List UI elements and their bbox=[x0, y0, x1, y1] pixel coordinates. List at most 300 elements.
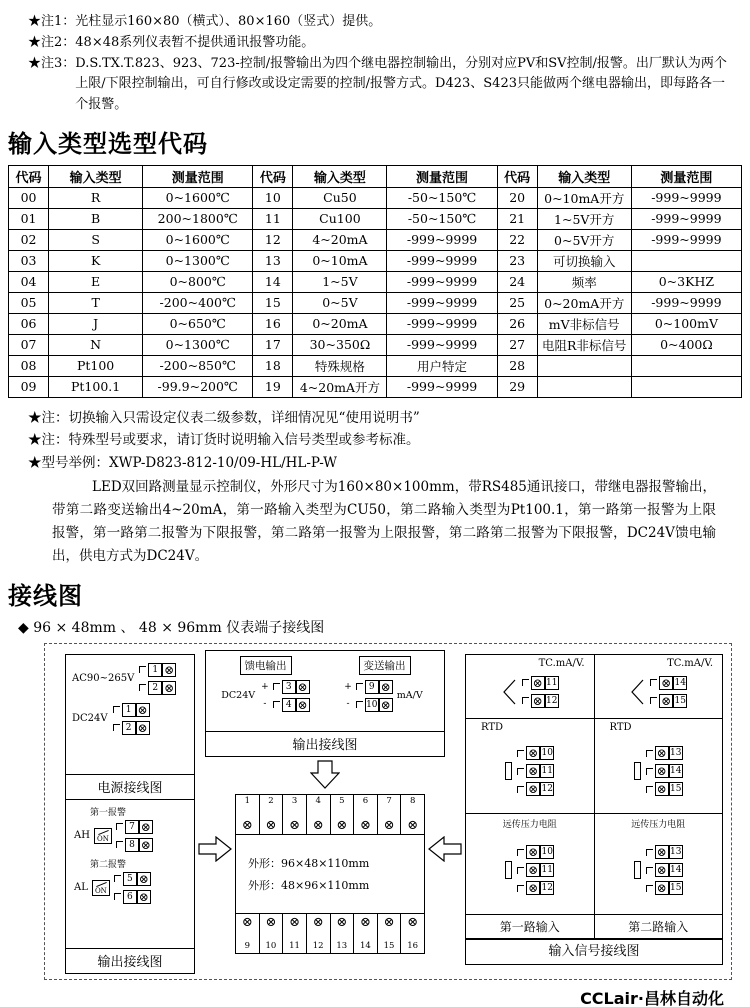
pressure-terminals-ch2 bbox=[646, 845, 683, 895]
wiring-subtitle: ◆ 96 × 48mm 、 48 × 96mm 仪表端子接线图 bbox=[18, 619, 325, 636]
code-cell: 22 bbox=[497, 229, 537, 250]
terminal-cell bbox=[331, 914, 355, 953]
tc-section-ch1 bbox=[466, 655, 594, 719]
type-cell: 1~5V开方 bbox=[537, 208, 631, 229]
top-notes bbox=[28, 12, 742, 116]
screw-terminal-icon: ⊗ bbox=[359, 914, 371, 930]
terminal bbox=[646, 881, 683, 895]
type-cell: 特殊规格 bbox=[293, 355, 387, 376]
brand-watermark: CCLair·昌林自动化 bbox=[580, 988, 724, 1007]
code-cell: 09 bbox=[9, 376, 49, 397]
code-cell: 12 bbox=[253, 229, 293, 250]
screw-terminal-icon: ⊗ bbox=[383, 817, 395, 833]
note-switch-input bbox=[28, 407, 742, 429]
terminal-number: 6 bbox=[123, 890, 137, 904]
terminal-number: 4 bbox=[315, 795, 321, 806]
polarity-marks bbox=[261, 679, 269, 713]
screw-terminal-icon: ⊗ bbox=[528, 863, 539, 878]
relay-switch-icon: ON bbox=[94, 828, 112, 844]
terminal-number: 11 bbox=[541, 766, 553, 777]
type-cell: R bbox=[49, 187, 143, 208]
input-signal-caption: 输入信号接线图 bbox=[465, 939, 723, 965]
alarm2-label: 第二报警 bbox=[90, 859, 127, 870]
code-cell: 15 bbox=[253, 292, 293, 313]
model-example-paragraph: LED双回路测量显示控制仪，外形尺寸为160×80×100mm，带RS485通讯接口，带继电器报警输出，带第二路变送输出4~20mA，第一路输入类型为CU50，第二路输入类型为Pt100.1，第一路第一报警为上限报警，第一路第二报警为下限报警，第二路第一报警为上限报警，第二路第二报警为下限报警，DC24V馈电输出，供电方式为DC24V。 bbox=[52, 478, 716, 564]
code-cell: 03 bbox=[9, 250, 49, 271]
minus-sign: - bbox=[346, 698, 350, 709]
note-label: ★注3： bbox=[28, 55, 76, 71]
code-cell: 20 bbox=[497, 187, 537, 208]
rtd-section-ch2 bbox=[595, 719, 723, 814]
screw-terminal-icon: ⊗ bbox=[656, 746, 667, 761]
range-cell: 0~1600℃ bbox=[143, 187, 253, 208]
tc-label: TC.mA/V. bbox=[538, 657, 585, 669]
type-cell bbox=[537, 376, 631, 397]
alarm1-name: AH bbox=[74, 830, 90, 842]
code-cell: 14 bbox=[253, 271, 293, 292]
resistor-icon bbox=[634, 861, 641, 879]
terminal bbox=[650, 694, 687, 708]
screw-terminal-icon: ⊗ bbox=[380, 679, 391, 694]
terminal-number: 15 bbox=[383, 941, 395, 952]
screw-terminal-icon: ⊗ bbox=[407, 817, 419, 833]
type-cell: 0~10mA bbox=[293, 250, 387, 271]
terminal bbox=[139, 681, 176, 695]
resistor-icon bbox=[505, 762, 512, 780]
terminal-number: 10 bbox=[265, 941, 277, 952]
transmit-output-section bbox=[325, 651, 444, 731]
range-cell: 0~3KHZ bbox=[631, 271, 741, 292]
terminal-number: 13 bbox=[336, 941, 348, 952]
alarm1-label: 第一报警 bbox=[90, 807, 127, 818]
type-cell: Pt100 bbox=[49, 355, 143, 376]
code-cell: 17 bbox=[253, 334, 293, 355]
terminal-number: 8 bbox=[409, 795, 416, 806]
terminal bbox=[113, 721, 150, 735]
terminal bbox=[650, 676, 687, 690]
terminal bbox=[113, 703, 150, 717]
case-dimensions bbox=[236, 835, 424, 913]
code-cell: 13 bbox=[253, 250, 293, 271]
code-cell: 02 bbox=[9, 229, 49, 250]
type-cell: 1~5V bbox=[293, 271, 387, 292]
input-signal-box bbox=[465, 654, 723, 939]
bottom-notes bbox=[28, 407, 742, 474]
screw-terminal-icon: ⊗ bbox=[164, 662, 175, 677]
screw-terminal-icon: ⊗ bbox=[528, 881, 539, 896]
screw-terminal-icon: ⊗ bbox=[528, 845, 539, 860]
terminal-number: 13 bbox=[670, 847, 682, 858]
terminal bbox=[116, 820, 153, 834]
alarm1-row bbox=[74, 820, 188, 852]
ac-voltage-label: AC90~265V bbox=[72, 673, 135, 685]
type-cell: mV非标信号 bbox=[537, 313, 631, 334]
ac-terminals bbox=[139, 663, 176, 695]
code-cell: 00 bbox=[9, 187, 49, 208]
table-row bbox=[9, 187, 742, 208]
code-cell: 18 bbox=[253, 355, 293, 376]
wiring-diagram bbox=[44, 643, 732, 980]
range-cell bbox=[631, 250, 741, 271]
terminal bbox=[646, 845, 683, 859]
terminal-number: 8 bbox=[125, 838, 139, 852]
range-cell: 0~1300℃ bbox=[143, 334, 253, 355]
range-cell: -99.9~200℃ bbox=[143, 376, 253, 397]
thermocouple-junction-icon bbox=[629, 677, 645, 707]
type-cell: 30~350Ω bbox=[293, 334, 387, 355]
terminal-cell bbox=[401, 795, 424, 834]
terminal-number: 2 bbox=[268, 795, 274, 806]
screw-terminal-icon: ⊗ bbox=[137, 720, 148, 735]
type-cell: 频率 bbox=[537, 271, 631, 292]
table-row bbox=[9, 292, 742, 313]
screw-terminal-icon: ⊗ bbox=[661, 693, 672, 708]
code-cell: 07 bbox=[9, 334, 49, 355]
range-cell: -999~9999 bbox=[387, 313, 497, 334]
note-label: ★注2： bbox=[28, 34, 76, 50]
screw-terminal-icon: ⊗ bbox=[656, 881, 667, 896]
terminal-number: 14 bbox=[670, 865, 682, 876]
code-cell: 19 bbox=[253, 376, 293, 397]
screw-terminal-icon: ⊗ bbox=[359, 817, 371, 833]
terminal-number: 9 bbox=[244, 941, 251, 952]
note-label: ★注： bbox=[28, 409, 69, 426]
terminal-row-top bbox=[236, 795, 424, 835]
terminal-number: 15 bbox=[674, 695, 686, 706]
screw-terminal-icon: ⊗ bbox=[140, 819, 151, 834]
range-cell: 0~650℃ bbox=[143, 313, 253, 334]
thermocouple-junction-icon bbox=[501, 677, 517, 707]
terminal bbox=[273, 698, 310, 712]
terminal-cell bbox=[401, 914, 424, 953]
dc-power-row bbox=[66, 695, 194, 735]
range-cell: 0~1300℃ bbox=[143, 250, 253, 271]
terminal-number: 3 bbox=[282, 680, 296, 694]
screw-terminal-icon: ⊗ bbox=[164, 680, 175, 695]
tc-terminals-ch2 bbox=[650, 676, 687, 708]
screw-terminal-icon: ⊗ bbox=[289, 817, 301, 833]
relay-switch-icon: ON bbox=[92, 880, 110, 896]
terminal-row-bottom bbox=[236, 913, 424, 953]
screw-terminal-icon: ⊗ bbox=[289, 914, 301, 930]
range-cell bbox=[631, 376, 741, 397]
range-cell bbox=[631, 355, 741, 376]
range-cell: -999~9999 bbox=[387, 229, 497, 250]
tc-label: TC.mA/V. bbox=[667, 657, 713, 669]
code-cell: 21 bbox=[497, 208, 537, 229]
section-title-input-codes: 输入类型选型代码 bbox=[8, 129, 208, 158]
model-code: XWP-D823-812-10/09-HL/HL-P-W bbox=[109, 454, 337, 471]
table-row bbox=[9, 376, 742, 397]
code-cell: 05 bbox=[9, 292, 49, 313]
plus-sign: + bbox=[261, 681, 269, 692]
screw-terminal-icon: ⊗ bbox=[383, 914, 395, 930]
screw-terminal-icon: ⊗ bbox=[140, 837, 151, 852]
note-text: 切换输入只需设定仪表二级参数，详细情况见“使用说明书” bbox=[68, 409, 420, 426]
terminal-number: 1 bbox=[244, 795, 251, 806]
range-cell: 用户特定 bbox=[387, 355, 497, 376]
header-cell: 代码 bbox=[497, 165, 537, 187]
terminal-cell bbox=[236, 914, 260, 953]
type-cell: T bbox=[49, 292, 143, 313]
terminal-number: 11 bbox=[289, 941, 300, 952]
terminal-number: 10 bbox=[541, 748, 553, 759]
power-and-alarm-box bbox=[65, 654, 195, 974]
screw-terminal-icon: ⊗ bbox=[656, 845, 667, 860]
feed-output-section bbox=[206, 651, 325, 731]
table-row bbox=[9, 313, 742, 334]
note-text: 特殊型号或要求，请订货时说明输入信号类型或参考标准。 bbox=[68, 432, 420, 449]
alarm-group-2 bbox=[66, 852, 194, 904]
range-cell: -200~850℃ bbox=[143, 355, 253, 376]
terminal bbox=[116, 838, 153, 852]
screw-terminal-icon: ⊗ bbox=[532, 675, 543, 690]
type-cell: K bbox=[49, 250, 143, 271]
terminal bbox=[273, 680, 310, 694]
type-cell: 0~5V bbox=[293, 292, 387, 313]
range-cell: 0~1600℃ bbox=[143, 229, 253, 250]
case-size-2: 外形：48×96×110mm bbox=[248, 878, 370, 892]
screw-terminal-icon: ⊗ bbox=[137, 702, 148, 717]
channel1-caption: 第一路输入 bbox=[466, 914, 594, 938]
ac-power-row bbox=[66, 655, 194, 695]
type-cell: J bbox=[49, 313, 143, 334]
input-type-table-body bbox=[9, 187, 742, 397]
alarm-box-caption: 输出接线图 bbox=[66, 948, 194, 973]
terminal-cell bbox=[260, 795, 284, 834]
type-cell: 0~20mA开方 bbox=[537, 292, 631, 313]
terminal-cell bbox=[283, 914, 307, 953]
terminal-number: 9 bbox=[365, 680, 379, 694]
terminal bbox=[522, 676, 559, 690]
alarm1-terminals bbox=[116, 820, 153, 852]
type-cell: 0~10mA开方 bbox=[537, 187, 631, 208]
code-cell: 25 bbox=[497, 292, 537, 313]
range-cell: -999~9999 bbox=[631, 187, 741, 208]
code-cell: 24 bbox=[497, 271, 537, 292]
terminal bbox=[517, 782, 554, 796]
screw-terminal-icon: ⊗ bbox=[312, 914, 324, 930]
alarm2-row bbox=[74, 872, 188, 904]
range-cell: -999~9999 bbox=[387, 376, 497, 397]
plus-sign: + bbox=[344, 681, 352, 692]
note-label: ★型号举例： bbox=[28, 454, 109, 471]
code-cell: 23 bbox=[497, 250, 537, 271]
terminal bbox=[517, 845, 554, 859]
rtd-terminals-ch2 bbox=[646, 746, 683, 796]
terminal-number: 13 bbox=[670, 748, 682, 759]
range-cell: -999~9999 bbox=[631, 229, 741, 250]
terminal bbox=[517, 863, 554, 877]
minus-sign: - bbox=[263, 698, 267, 709]
type-cell: B bbox=[49, 208, 143, 229]
range-cell: 200~1800℃ bbox=[143, 208, 253, 229]
header-cell: 输入类型 bbox=[49, 165, 143, 187]
rtd-label: RTD bbox=[609, 721, 632, 733]
resistor-icon bbox=[634, 762, 641, 780]
transmit-terminals bbox=[356, 680, 393, 712]
screw-terminal-icon: ⊗ bbox=[656, 782, 667, 797]
feed-voltage-label: DC24V bbox=[221, 690, 256, 702]
type-cell: 0~20mA bbox=[293, 313, 387, 334]
transmit-output-label: 变送输出 bbox=[359, 656, 411, 675]
terminal-number: 12 bbox=[546, 695, 558, 706]
pressure-terminals-ch1 bbox=[517, 845, 554, 895]
range-cell: -999~9999 bbox=[631, 208, 741, 229]
terminal bbox=[356, 698, 393, 712]
type-cell: Cu50 bbox=[293, 187, 387, 208]
rtd-terminals-ch1 bbox=[517, 746, 554, 796]
feed-terminals bbox=[273, 680, 310, 712]
table-row bbox=[9, 208, 742, 229]
arrow-down-icon bbox=[310, 760, 340, 790]
terminal bbox=[114, 890, 151, 904]
dc-voltage-label: DC24V bbox=[72, 713, 108, 725]
alarm-group-1 bbox=[66, 800, 194, 852]
code-cell: 28 bbox=[497, 355, 537, 376]
feed-box-caption: 输出接线图 bbox=[206, 731, 444, 756]
note-1 bbox=[28, 12, 742, 33]
terminal bbox=[114, 872, 151, 886]
header-cell: 输入类型 bbox=[293, 165, 387, 187]
terminal bbox=[522, 694, 559, 708]
terminal-number: 14 bbox=[674, 677, 686, 688]
terminal-number: 7 bbox=[125, 820, 139, 834]
code-cell: 10 bbox=[253, 187, 293, 208]
terminal-cell bbox=[354, 795, 378, 834]
range-cell: -200~400℃ bbox=[143, 292, 253, 313]
table-row bbox=[9, 229, 742, 250]
range-cell: -999~9999 bbox=[387, 292, 497, 313]
terminal-number: 12 bbox=[541, 883, 553, 894]
terminal-cell bbox=[331, 795, 355, 834]
note-special-model bbox=[28, 429, 742, 451]
screw-terminal-icon: ⊗ bbox=[528, 746, 539, 761]
type-cell: 4~20mA bbox=[293, 229, 387, 250]
range-cell: -999~9999 bbox=[387, 271, 497, 292]
screw-terminal-icon: ⊗ bbox=[661, 675, 672, 690]
table-row bbox=[9, 334, 742, 355]
range-cell: 0~400Ω bbox=[631, 334, 741, 355]
terminal-cell bbox=[378, 795, 402, 834]
pressure-label: 远传压力电阻 bbox=[631, 819, 686, 830]
terminal-cell bbox=[236, 795, 260, 834]
input-channel-1-column bbox=[466, 655, 594, 938]
code-cell: 08 bbox=[9, 355, 49, 376]
note-label: ★注1： bbox=[28, 14, 76, 29]
type-cell: 0~5V开方 bbox=[537, 229, 631, 250]
screw-terminal-icon: ⊗ bbox=[532, 693, 543, 708]
table-row bbox=[9, 250, 742, 271]
terminal bbox=[139, 663, 176, 677]
range-cell: -50~150℃ bbox=[387, 208, 497, 229]
note-text: 48×48系列仪表暂不提供通讯报警功能。 bbox=[75, 34, 315, 50]
terminal-cell bbox=[307, 795, 331, 834]
terminal-number: 15 bbox=[670, 883, 682, 894]
terminal bbox=[646, 746, 683, 760]
type-cell: 电阻R非标信号 bbox=[537, 334, 631, 355]
screw-terminal-icon: ⊗ bbox=[407, 914, 419, 930]
terminal-number: 5 bbox=[123, 872, 137, 886]
screw-terminal-icon: ⊗ bbox=[380, 697, 391, 712]
input-type-table-header bbox=[9, 165, 742, 187]
terminal-cell bbox=[307, 914, 331, 953]
input-channel-2-column bbox=[594, 655, 723, 938]
terminal bbox=[646, 782, 683, 796]
channel2-caption: 第二路输入 bbox=[595, 914, 723, 938]
section-title-wiring: 接线图 bbox=[8, 581, 83, 610]
terminal-number: 16 bbox=[407, 941, 419, 952]
type-cell: Cu100 bbox=[293, 208, 387, 229]
power-wiring-section bbox=[66, 655, 194, 800]
terminal-number: 4 bbox=[282, 698, 296, 712]
terminal-number: 1 bbox=[122, 703, 136, 717]
terminal-number: 14 bbox=[670, 766, 682, 777]
range-cell: -999~9999 bbox=[387, 250, 497, 271]
header-cell: 输入类型 bbox=[537, 165, 631, 187]
screw-terminal-icon: ⊗ bbox=[312, 817, 324, 833]
note-3 bbox=[28, 54, 742, 116]
range-cell: 0~100mV bbox=[631, 313, 741, 334]
note-2 bbox=[28, 33, 742, 54]
terminal bbox=[517, 764, 554, 778]
case-size-1: 外形：96×48×110mm bbox=[248, 856, 370, 870]
range-cell: 0~800℃ bbox=[143, 271, 253, 292]
pressure-section-ch1 bbox=[466, 814, 594, 914]
screw-terminal-icon: ⊗ bbox=[656, 863, 667, 878]
terminal-number: 7 bbox=[386, 795, 392, 806]
type-cell bbox=[537, 355, 631, 376]
alarm2-terminals bbox=[114, 872, 151, 904]
arrow-left-icon bbox=[428, 836, 462, 862]
type-cell: Pt100.1 bbox=[49, 376, 143, 397]
terminal-cell bbox=[260, 914, 284, 953]
terminal-cell bbox=[354, 914, 378, 953]
terminal-number: 11 bbox=[546, 677, 558, 688]
terminal-block bbox=[235, 794, 425, 954]
type-cell: N bbox=[49, 334, 143, 355]
screw-terminal-icon: ⊗ bbox=[265, 914, 277, 930]
range-cell: -999~9999 bbox=[631, 292, 741, 313]
code-cell: 04 bbox=[9, 271, 49, 292]
terminal-number: 2 bbox=[148, 681, 162, 695]
transmit-signal-label: mA/V bbox=[396, 690, 423, 702]
code-cell: 29 bbox=[497, 376, 537, 397]
terminal-number: 11 bbox=[541, 865, 553, 876]
output-wiring-box bbox=[205, 650, 445, 757]
table-row bbox=[9, 355, 742, 376]
pressure-label: 远传压力电阻 bbox=[502, 819, 557, 830]
type-cell: E bbox=[49, 271, 143, 292]
feed-output-label: 馈电输出 bbox=[240, 656, 292, 675]
terminal-number: 12 bbox=[312, 941, 324, 952]
screw-terminal-icon: ⊗ bbox=[297, 679, 308, 694]
input-type-table bbox=[8, 165, 742, 398]
screw-terminal-icon: ⊗ bbox=[297, 697, 308, 712]
terminal bbox=[517, 881, 554, 895]
type-cell: 可切换输入 bbox=[537, 250, 631, 271]
header-cell: 代码 bbox=[253, 165, 293, 187]
terminal-number: 14 bbox=[360, 941, 371, 952]
terminal-cell bbox=[378, 914, 402, 953]
alarm2-name: AL bbox=[74, 882, 88, 894]
table-row bbox=[9, 271, 742, 292]
screw-terminal-icon: ⊗ bbox=[336, 914, 348, 930]
type-cell: 4~20mA开方 bbox=[293, 376, 387, 397]
tc-terminals-ch1 bbox=[522, 676, 559, 708]
note-text: D.S.TX.T.823、923、723-控制/报警输出为四个继电器控制输出，分别对应PV和SV控制/报警。出厂默认为两个上限/下限控制输出，可自行修改或设定需要的控制/报警方式。D423、S423只能做两个继电器输出，即每路各一个报警。 bbox=[75, 55, 727, 113]
terminal-number: 2 bbox=[122, 721, 136, 735]
